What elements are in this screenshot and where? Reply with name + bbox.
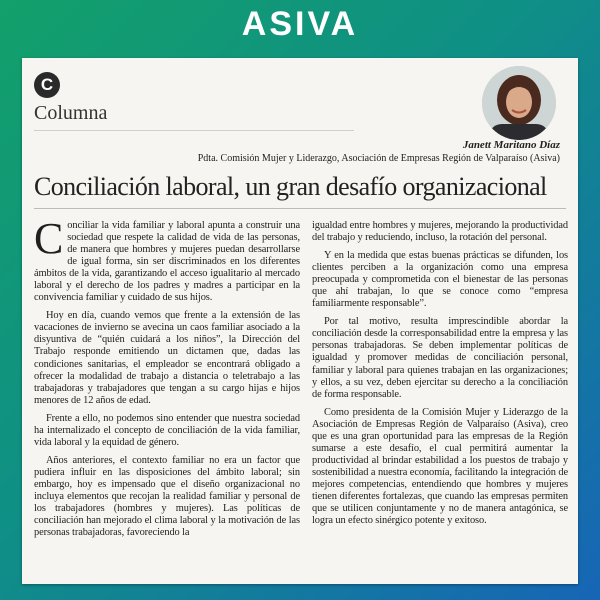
section-divider	[34, 130, 354, 131]
paragraph: Años anteriores, el contexto familiar no era un factor que pudiera influir en las disposiciones del ámbito laboral; sin embargo, hoy es impensado que el diseño organizacional no incluya elementos que recojan la realidad familiar y personal de los trabajadores (hombres y mujeres). Las políticas de conciliación han mejorado el clima laboral y la motivación de las personas trabajadoras, favoreciendo la	[34, 454, 300, 539]
article-column-right	[312, 220, 568, 533]
drop-cap: C	[34, 214, 64, 263]
author-name: Janett Maritano Díaz	[462, 139, 560, 151]
paragraph: Por tal motivo, resulta imprescindible abordar la conciliación desde la corresponsabilidad entre la empresa y las personas trabajadoras. Se deben implementar políticas de igualdad y promover medidas de conciliación personal, familiar y laboral para quienes trabajan en las organizaciones; y ellos, a su vez, deben ejercitar su derecho a la conciliación de forma responsable.	[312, 316, 568, 400]
paragraph-text: onciliar la vida familiar y laboral apunta a construir una sociedad que respete la calidad de vida de las personas, de manera que hombres y mujeres puedan desarrollarse de igual forma, sin ser discriminados en los diferentes ámbitos de la vida, garantizando el acceso igualitario al mercado laboral y el derecho de los padres y madres a participar en la convivencia familiar y cuidado de sus hijos.	[34, 220, 300, 304]
author-role: Pdta. Comisión Mujer y Liderazgo, Asociación de Empresas Región de Valparaíso (Asiva)	[197, 153, 560, 164]
headline-divider	[34, 208, 566, 209]
paragraph: Y en la medida que estas buenas prácticas se difunden, los clientes perciben a la organización como una empresa preocupada y comprometida con el bienestar de las personas que ahí trabajan, lo que se conoce como “empresa familiarmente responsable”.	[312, 250, 568, 310]
newspaper-clipping	[22, 58, 578, 584]
paragraph: igualdad entre hombres y mujeres, mejorando la productividad del trabajo y reduciendo, incluso, la rotación del personal.	[312, 220, 568, 244]
article-headline: Conciliación laboral, un gran desafío organizacional	[34, 172, 547, 201]
paragraph: Hoy en día, cuando vemos que frente a la extensión de las vacaciones de invierno se avecina un caos familiar asociado a la disyuntiva de “quién cuidará a los niños”, la Dirección del Trabajo responde emitiendo un dictamen que, dadas las condiciones sanitarias, el empleador se encontrará obligado a ofrecer la modalidad de trabajo a distancia o teletrabajo a las trabajadoras y trabajadores que tengan a su cargo hijas e hijos menores de 12 años de edad.	[34, 310, 300, 406]
section-name: Columna	[34, 102, 108, 124]
author-portrait-icon	[482, 66, 556, 140]
paragraph	[34, 214, 300, 304]
asiva-logo: ASIVA	[241, 5, 359, 43]
paragraph: Frente a ello, no podemos sino entender que nuestra sociedad ha internalizado el concepto de conciliación de la vida familiar, vida laboral y la equidad de género.	[34, 412, 300, 448]
section-badge: C	[34, 72, 60, 98]
author-photo	[482, 66, 556, 140]
article-column-left	[34, 214, 300, 545]
paragraph: Como presidenta de la Comisión Mujer y Liderazgo de la Asociación de Empresas Región de Valparaíso (Asiva), creo que es una gran oportunidad para las empresas de la Región sumarse a este desafío, el cual permitirá aumentar la productividad al brindar estabilidad a los puestos de trabajo y sostenibilidad a nuestra economía, facilitando la integración de mejores competencias, entendiendo que hombres y mujeres tienen diferentes fortalezas, que cuando las empresas permiten que se utilicen conjuntamente y no de manera antagónica, se logra un efecto sinérgico potente y exitoso.	[312, 406, 568, 527]
